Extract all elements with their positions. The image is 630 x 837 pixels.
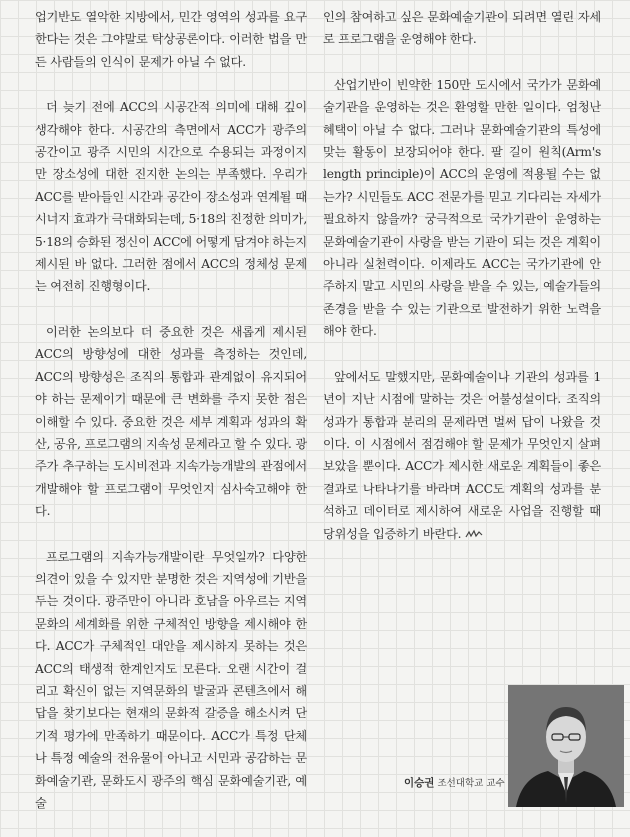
right-column <box>323 0 601 568</box>
paragraph: 이러한 논의보다 더 중요한 것은 새롭게 제시된 ACC의 방향성에 대한 성과를 측정하는 것인데, ACC의 방향성은 조직의 통합과 관계없이 유지되어야 하는 문제이기 때문에 큰 변화를 주지 못한 점은 이해할 수 있다. 중요한 것은 세부 계획과 성과의 확산, 공유, 프로그램의 지속성 문제라고 할 수 있다. 광주가 추구하는 도시비전과 지속가능개발의 관점에서 개발해야 할 프로그램이 무엇인지 심사숙고해야 한다. <box>35 324 307 519</box>
author-caption <box>404 775 505 790</box>
author-block <box>404 685 624 810</box>
paragraph-text: 앞에서도 말했지만, 문화예술이나 기관의 성과를 1년이 지난 시점에 말하는 것은 어불성설이다. 조직의 성과가 통합과 분리의 문제라면 벌써 답이 나왔을 것이다. 이 시점에서 점검해야 할 문제가 무엇인지 살펴보았을 뿐이다. ACC가 제시한 새로운 계획들이 좋은 결과로 나타나기를 바라며 ACC도 계획의 성과를 분석하고 데이터로 제시하여 새로운 사업을 진행할 때 당위성을 입증하기 바란다. <box>323 369 601 541</box>
paragraph <box>323 366 601 545</box>
paragraph: 산업기반이 빈약한 150만 도시에서 국가가 문화예술기관을 운영하는 것은 환영할 만한 일이다. 엄청난 혜택이 아닐 수 없다. 그러나 문화예술기관의 특성에 맞는 활동이 보장되어야 한다. 팔 길이 원칙(Arm's length principle)이 ACC의 운영에 적용될 수는 없는가? 시민들도 ACC 전문가를 믿고 기다리는 자세가 필요하지 않을까? 궁극적으로 국가기관이 운영하는 문화예술기관이 사랑을 받는 기관이 되는 것은 계획이 아니라 실천력이다. 이제라도 ACC는 국가기관에 안주하지 말고 시민의 사랑을 받을 수 있는, 예술가들의 존경을 받을 수 있는 기관으로 발전하기 위한 노력을 해야 한다. <box>323 77 601 339</box>
paragraph: 프로그램의 지속가능개발이란 무엇일까? 다양한 의견이 있을 수 있지만 분명한 것은 지역성에 기반을 두는 것이다. 광주만이 아니라 호남을 아우르는 지역문화의 세계화를 위한 구체적인 방향을 제시해야 한다. ACC가 구체적인 대안을 제시하지 못하는 것은 ACC의 태생적 한계인지도 모른다. 오랜 시간이 걸리고 확신이 없는 지역문화의 발굴과 콘텐츠에서 해답을 찾기보다는 현재의 문화적 갈증을 해소시켜 단기적 평가에 만족하기 때문이다. ACC가 특정 단체나 특정 예술의 전유물이 아니고 시민과 공감하는 문화예술기관, 문화도시 광주의 핵심 문화예술기관, 예술 <box>35 549 307 810</box>
author-affiliation: 조선대학교 교수 <box>437 778 505 789</box>
paragraph: 더 늦기 전에 ACC의 시공간적 의미에 대해 깊이 생각해야 한다. 시공간의 측면에서 ACC가 광주의 공간이고 광주 시민의 시간으로 수용되는 과정이지만 장소성에 대한 진지한 논의는 부족했다. 우리가 ACC를 받아들인 시간과 공간이 장소성과 연계될 때 시너지 효과가 극대화되는데, 5·18의 진정한 의미가, 5·18의 승화된 정신이 ACC에 어떻게 담겨야 하는지 제시된 바 없다. 그러한 점에서 ACC의 정체성 문제는 여전히 진행형이다. <box>35 100 307 294</box>
left-column <box>35 0 307 837</box>
paragraph: 인의 참여하고 싶은 문화예술기관이 되려면 열린 자세로 프로그램을 운영해야 한다. <box>323 10 601 47</box>
author-photo <box>508 685 624 807</box>
paragraph: 업기반도 열악한 지방에서, 민간 영역의 성과를 요구한다는 것은 그야말로 탁상공론이다. 이러한 법을 만든 사람들의 인식이 문제가 아닐 수 없다. <box>35 10 307 69</box>
end-mark-icon <box>465 529 483 539</box>
author-name: 이승권 <box>404 777 435 789</box>
